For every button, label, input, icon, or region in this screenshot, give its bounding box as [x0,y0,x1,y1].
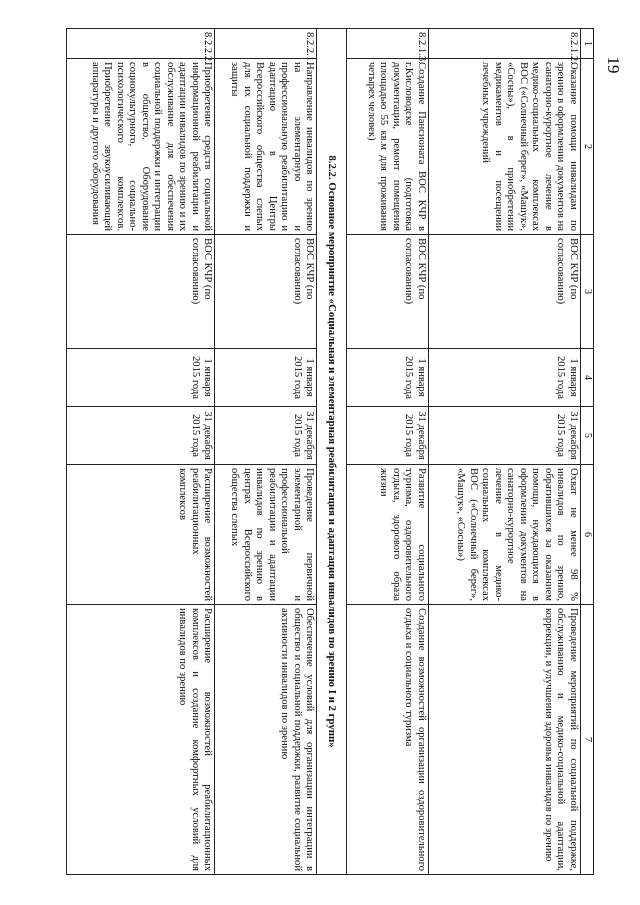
column-header: 4 [581,349,594,407]
executor: ВОС КЧР (по согласованию) [67,235,215,349]
expected-result: Развитие социального туризма, оздоровительного отдыха, здорового образа жизни [347,465,429,605]
expected-result: Расширение возможностей реабилитационных комплексов [67,465,215,605]
expected-result: Охват не менее 98 % инвалидов по зрению, обратившихся за оказанием помощи, нуждающихся в оформлении документов на санаторно-курортное лечение в медико-социальных комплексах ВОС («Солнечный берег», «Машук», «Сосны») [429,465,581,605]
program-link: Обеспечение условий для организации интеграции в общество и социальной поддержки, развитие социальной активности инвалидов по зрению [215,605,317,875]
program-table [66,28,594,875]
table-row [429,29,581,875]
activity-name: Приобретение средств социальной информационной реабилитации и адаптации инвалидов по зрению и их обслуживание для обеспечения социальной поддержки и интеграции в общество. Оборудование социокультурного, социально-психологического комплексов. Приобретение звукоусиливающей аппаратуры и другого оборудования [67,59,215,235]
table-row [347,29,429,875]
end-date: 31 декабря 2015 года [347,407,429,465]
table-row [215,29,317,875]
executor: ВОС КЧР (по согласованию) [215,235,317,349]
column-number-row [581,29,594,875]
end-date: 31 декабря 2015 года [429,407,581,465]
column-header: 6 [581,465,594,605]
start-date: 1 января 2015 года [347,349,429,407]
row-number: 8.2.2.1. [215,29,317,59]
row-number: 8.2.2.2. [67,29,215,59]
executor: ВОС КЧР (по согласованию) [347,235,429,349]
column-header: 3 [581,235,594,349]
row-number: 8.2.1.2. [429,29,581,59]
section-title: 8.2.2. Основное мероприятие «Социальная и элементарная реабилитация и адаптация инвалидов по зрению I и 2 групп» [317,29,347,875]
activity-name: Создание Пансионата ВОС КЧР в г.Кисловодске (подготовка документации, ремонт помещения площадью 55 кв.м для проживания четырех человек) [347,59,429,235]
expected-result: Проведение первичной элементарной и профессиональной реабилитации и адаптации инвалидов по зрению в центрах Всероссийского общества слепых [215,465,317,605]
program-link: Расширение возможностей реабилитационных комплексов и создание комфортных условий для инвалидов по зрению [67,605,215,875]
rotated-table-container [68,28,594,874]
table-row [67,29,215,875]
column-header: 5 [581,407,594,465]
column-header: 1 [581,29,594,59]
row-number: 8.2.1.3. [347,29,429,59]
start-date: 1 января 2015 года [429,349,581,407]
section-row [317,29,347,875]
column-header: 7 [581,605,594,875]
program-link: Создание возможностей организации оздоровительного отдыха и социального туризма [347,605,429,875]
executor: ВОС КЧР (по согласованию) [429,235,581,349]
program-link: Проведение мероприятий по социальной поддержке, обслуживанию и медико-социальной адаптации, коррекции, и улучшения здоровья инвалидов по зрению [429,605,581,875]
activity-name: Оказание помощи инвалидам по зрению в оформлении документов на санаторно-курортное лечение в медико-социальных комплексах ВОС («Солнечный берег», «Машук», «Сосны»), в приобретении медикаментов и посещении лечебных учреждений [429,59,581,235]
activity-name: Направление инвалидов по зрению на элементарную и профессиональную реабилитацию и адаптацию в Центры Всероссийского общества слепых для их социальной поддержки и защиты [215,59,317,235]
start-date: 1 января 2015 года [67,349,215,407]
page-number: 19 [604,56,623,74]
column-header: 2 [581,59,594,235]
start-date: 1 января 2015 года [215,349,317,407]
end-date: 31 декабря 2015 года [67,407,215,465]
end-date: 31 декабря 2015 года [215,407,317,465]
